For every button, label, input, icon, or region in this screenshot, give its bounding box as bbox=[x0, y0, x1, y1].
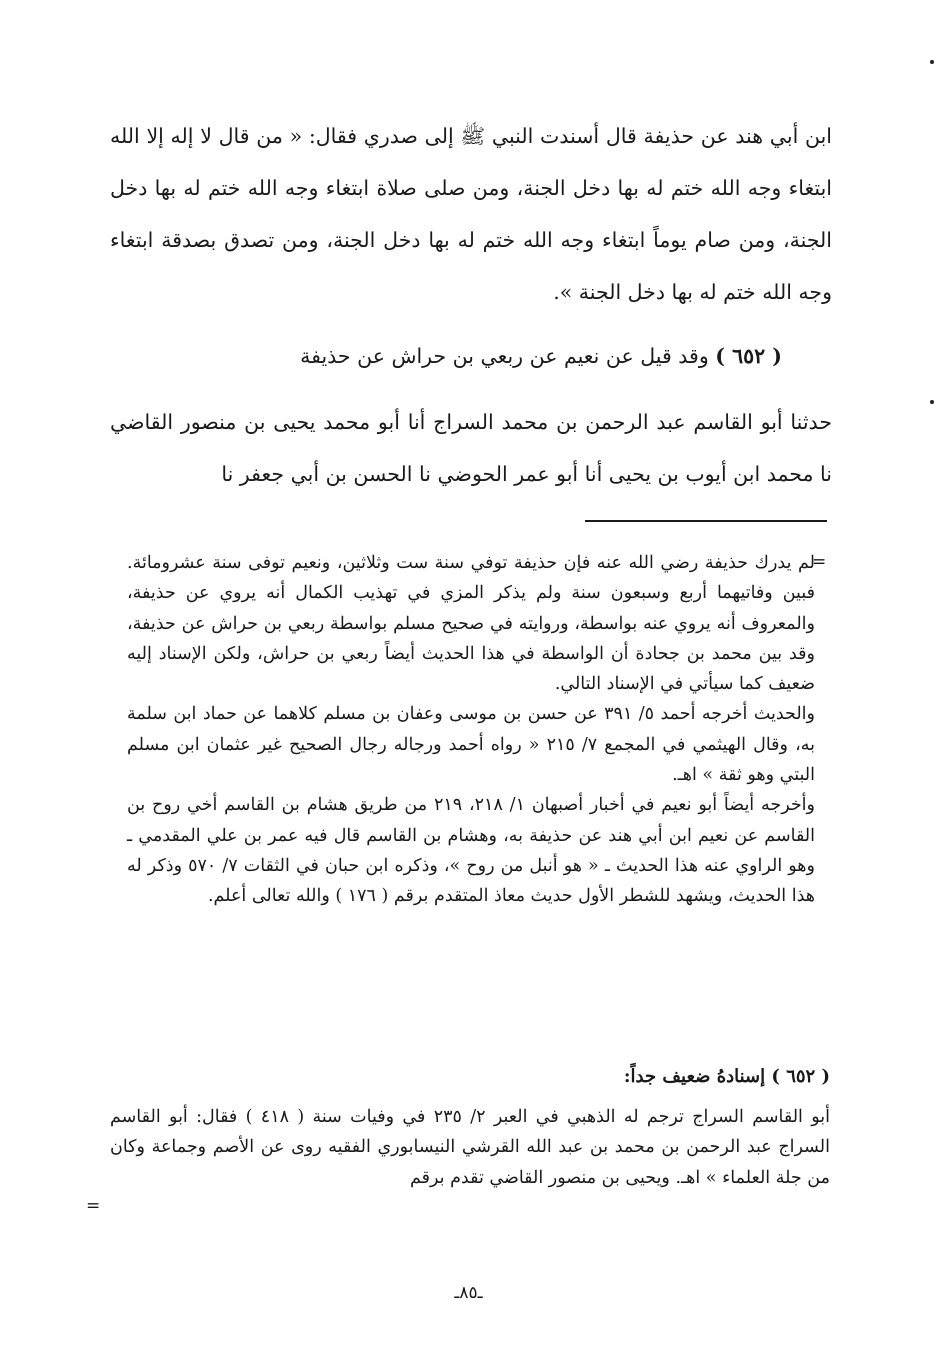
section-heading bbox=[110, 330, 830, 382]
footnote-block-4: أبو القاسم السراج ترجم له الذهبي في العبر ٢/ ٢٣٥ في وفيات سنة ( ٤١٨ ) فقال: أبو القاسم السراج عبد الرحمن بن محمد بن عبد الله القرشي النيسابوري الفقيه روى عن الأصم وجماعة وكان من جلة العلماء » اهـ. ويحيى بن منصور القاضي تقدم برقم bbox=[110, 1107, 830, 1188]
footnote-block-1: لم يدرك حذيفة رضي الله عنه فإن حذيفة توفي سنة ست وثلاثين، ونعيم توفى سنة عشرومائة. فبين وفاتيهما أربع وسبعون سنة ولم يذكر المزي في تهذيب الكمال أنه يروي عن حذيفة، والمعروف أنه يروي عنه بواسطة، وروايته في صحيح مسلم بواسطة ربعي بن حراش عن حذيفة، وقد بين محمد بن جحادة أن الواسطة في هذا الحديث أيضاً ربعي بن حراش، ولكن الإسناد إليه ضعيف كما سيأتي في الإسناد التالي. bbox=[127, 553, 815, 695]
footnote-heading: ( ٦٥٢ ) إسنادهُ ضعيف جداً: bbox=[623, 1066, 830, 1087]
main-paragraph-2: حدثنا أبو القاسم عبد الرحمن بن محمد السراج أنا أبو محمد يحيى بن منصور القاضي نا محمد ابن أيوب بن يحيى أنا أبو عمر الحوضي نا الحسن بن أبي جعفر نا bbox=[110, 410, 832, 486]
footnote-separator bbox=[585, 520, 827, 522]
main-paragraph-1: ابن أبي هند عن حذيفة قال أسندت النبي ﷺ إلى صدري فقال: « من قال لا إله إلا الله ابتغاء وجه الله ختم له بها دخل الجنة، ومن صلى صلاة ابتغاء وجه الله ختم له بها دخل الجنة، ومن صام يوماً ابتغاء وجه الله ختم له بها دخل الجنة، ومن تصدق بصدقة ابتغاء وجه الله ختم له بها دخل الجنة ». bbox=[110, 124, 832, 304]
heading-text: وقد قيل عن نعيم عن ربعي بن حراش عن حذيفة bbox=[300, 344, 709, 368]
hadith-number: ( ٦٥٢ ) bbox=[715, 344, 782, 368]
margin-dot bbox=[930, 400, 934, 404]
continuation-mark-bottom: = bbox=[86, 1196, 101, 1216]
footnote-blocks bbox=[127, 548, 827, 912]
footnote-block-3: وأخرجه أيضاً أبو نعيم في أخبار أصبهان ١/ ٢١٨، ٢١٩ من طريق هشام بن القاسم أخي روح بن القاسم عن نعيم ابن أبي هند عن حذيفة به، وهشام بن القاسم قال فيه عمر بن علي المقدمي ـ وهو الراوي عنه هذا الحديث ـ « هو أنبل من روح »، وذكره ابن حبان في الثقات ٧/ ٥٧٠ وذكر له هذا الحديث، ويشهد للشطر الأول حديث معاذ المتقدم برقم ( ١٧٦ ) والله تعالى أعلم. bbox=[127, 795, 815, 907]
footnote-block-2: والحديث أخرجه أحمد ٥/ ٣٩١ عن حسن بن موسى وعفان بن مسلم كلاهما عن حماد ابن سلمة به، وقال الهيثمي في المجمع ٧/ ٢١٥ « رواه أحمد ورجاله رجال الصحيح غير عثمان ابن مسلم البتي وهو ثقة » اهـ. bbox=[127, 704, 815, 786]
continuation-mark-top: = bbox=[812, 552, 827, 572]
margin-dot bbox=[930, 60, 934, 64]
page-number: ـ٨٥ـ bbox=[454, 1283, 483, 1303]
